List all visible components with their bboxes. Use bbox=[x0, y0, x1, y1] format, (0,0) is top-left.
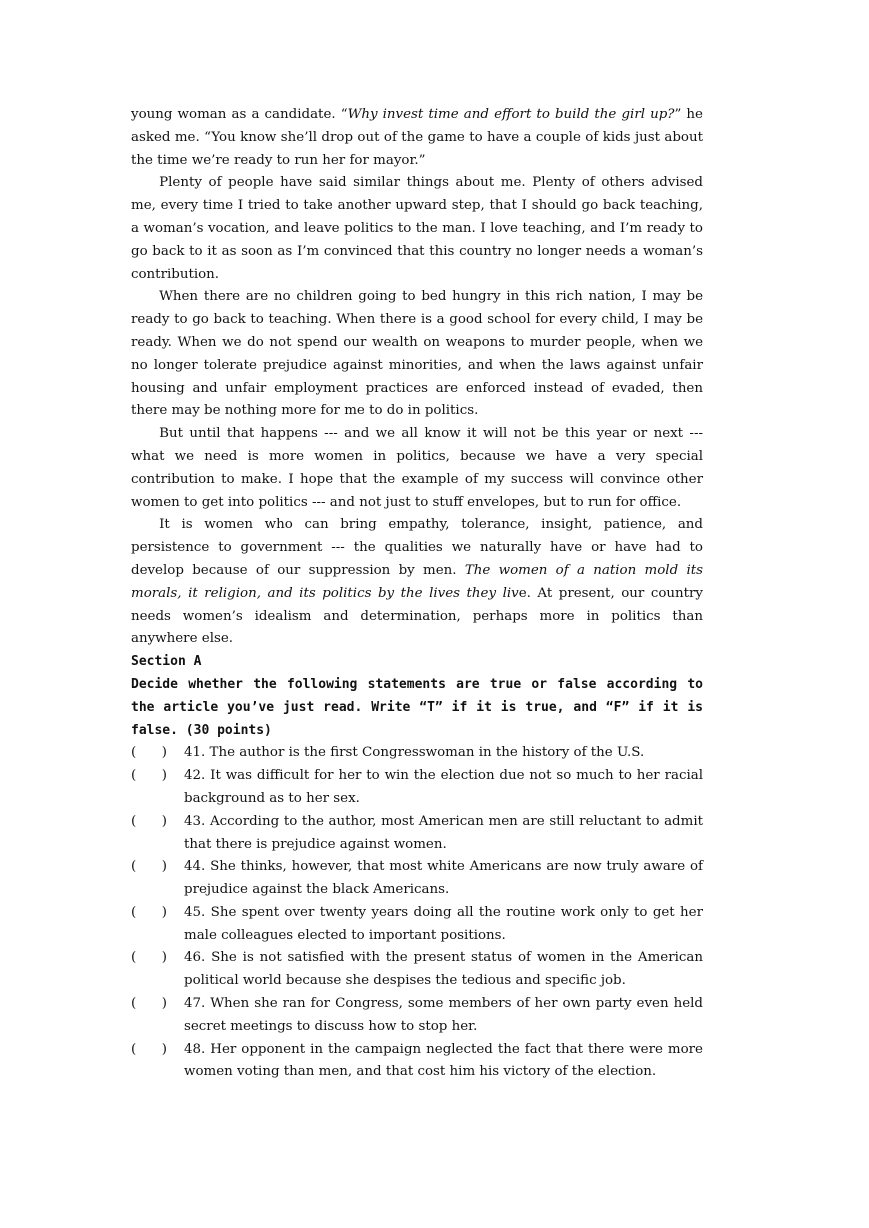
section-title: Section A bbox=[131, 654, 202, 670]
question-text: 45. She spent over twenty years doing all the routine work only to get her male colleagues elected to important positions. bbox=[184, 904, 703, 943]
passage-paragraph-0 bbox=[131, 104, 703, 172]
question-item bbox=[131, 902, 703, 948]
section-instructions: Decide whether the following statements are true or false according to the article you’ve just read. Write “T” if it is true, and “F” if it is false. (30 points) bbox=[131, 676, 703, 738]
passage-paragraph-4 bbox=[131, 514, 703, 651]
passage-quote-italic: Why invest time and effort to build the girl up? bbox=[347, 107, 675, 122]
question-text: 44. She thinks, however, that most white Americans are now truly aware of prejudice against the black Americans. bbox=[184, 859, 703, 898]
question-text: 43. According to the author, most American men are still reluctant to admit that there is prejudice against women. bbox=[184, 813, 703, 852]
passage-text: It is women who can bring empathy, tolerance, insight, patience, and persistence to government --- the qualities we naturally have or have had to develop because of our suppression by men. bbox=[131, 517, 703, 578]
question-text: 48. Her opponent in the campaign neglected the fact that there were more women voting than men, and that cost him his victory of the election. bbox=[184, 1041, 703, 1080]
answer-blank[interactable]: ( ) bbox=[131, 950, 167, 966]
question-item bbox=[131, 742, 703, 765]
answer-blank[interactable]: ( ) bbox=[131, 904, 167, 920]
answer-blank[interactable]: ( ) bbox=[131, 1041, 167, 1057]
answer-blank[interactable]: ( ) bbox=[131, 813, 167, 829]
passage-text: young woman as a candidate. “ bbox=[131, 107, 348, 122]
question-item bbox=[131, 947, 703, 993]
answer-blank[interactable]: ( ) bbox=[131, 859, 167, 875]
passage-paragraph-1: Plenty of people have said similar things about me. Plenty of others advised me, every time I tried to take another upward step, that I should go back teaching, a woman’s vocation, and leave politics to the man. I love teaching, and I’m ready to go back to it as soon as I’m convinced that this country no longer needs a woman’s contribution. bbox=[131, 175, 703, 282]
passage-quote-italic: The women of a nation mold its morals, it religion, and its politics by the lives they liv bbox=[131, 562, 703, 601]
document-page bbox=[131, 104, 703, 1084]
question-text: 42. It was difficult for her to win the election due not so much to her racial background as to her sex. bbox=[184, 768, 703, 806]
question-item bbox=[131, 765, 703, 811]
question-item bbox=[131, 811, 703, 857]
question-item bbox=[131, 856, 703, 902]
question-item bbox=[131, 993, 703, 1039]
question-text: 41. The author is the first Congresswoman in the history of the U.S. bbox=[184, 745, 645, 761]
question-text: 47. When she ran for Congress, some members of her own party even held secret meetings to discuss how to stop her. bbox=[184, 996, 703, 1034]
question-text: 46. She is not satisfied with the present status of women in the American political world because she despises the tedious and specific job. bbox=[184, 950, 703, 989]
passage-text: ” he asked me. “You know she’ll drop out of the game to have a couple of kids just about the time we’re ready to run her for mayor.” bbox=[131, 107, 703, 168]
answer-blank[interactable]: ( ) bbox=[131, 745, 167, 761]
passage-paragraph-2: When there are no children going to bed hungry in this rich nation, I may be ready to go back to teaching. When there is a good school for every child, I may be ready. When we do not spend our wealth on weapons to murder people, when we no longer tolerate prejudice against minorities, and when the laws against unfair housing and unfair employment practices are enforced instead of evaded, then there may be nothing more for me to do in politics. bbox=[131, 289, 703, 419]
passage-text: e. At present, our country needs women’s idealism and determination, perhaps more in politics than anywhere else. bbox=[131, 585, 703, 647]
passage-paragraph-3: But until that happens --- and we all know it will not be this year or next --- what we need is more women in politics, because we have a very special contribution to make. I hope that the example of my success will convince other women to get into politics --- and not just to stuff envelopes, but to run for office. bbox=[131, 426, 703, 510]
question-item bbox=[131, 1039, 703, 1085]
answer-blank[interactable]: ( ) bbox=[131, 996, 167, 1012]
answer-blank[interactable]: ( ) bbox=[131, 768, 167, 784]
